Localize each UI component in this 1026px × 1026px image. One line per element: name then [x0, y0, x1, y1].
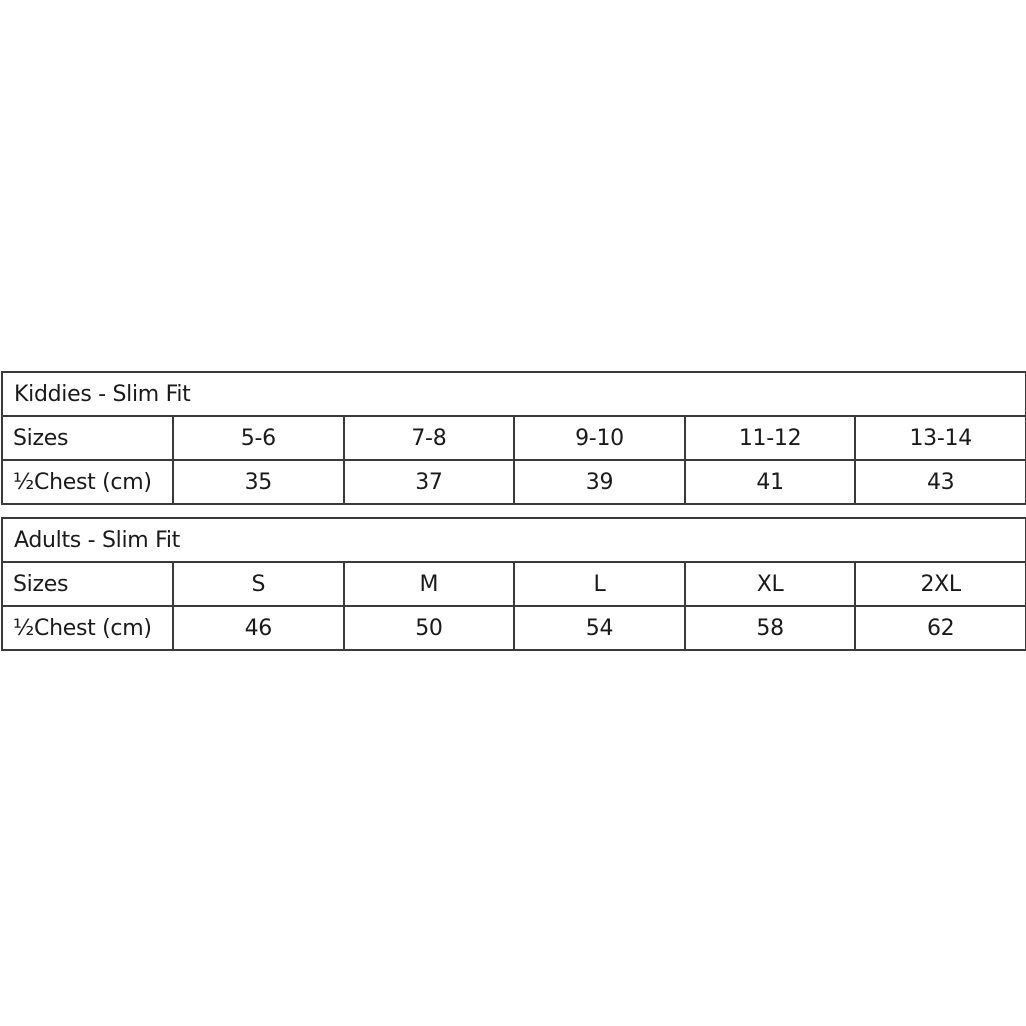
size-cell: 13-14 [855, 416, 1026, 460]
size-cell: M [344, 562, 515, 606]
size-cell: 11-12 [685, 416, 856, 460]
size-cell: XL [685, 562, 856, 606]
size-cell: 5-6 [173, 416, 344, 460]
sizes-row-label: Sizes [2, 416, 173, 460]
chest-row-label: ½Chest (cm) [2, 606, 173, 650]
adults-section-title: Adults - Slim Fit [2, 518, 1026, 562]
size-cell: 9-10 [514, 416, 685, 460]
size-cell: 7-8 [344, 416, 515, 460]
sizes-row [2, 416, 1026, 460]
adults-size-table [1, 517, 1026, 651]
kiddies-size-table [1, 371, 1026, 505]
sizes-row [2, 562, 1026, 606]
chest-cell: 39 [514, 460, 685, 504]
chest-cell: 41 [685, 460, 856, 504]
kiddies-section-title: Kiddies - Slim Fit [2, 372, 1026, 416]
chest-cell: 43 [855, 460, 1026, 504]
chest-cell: 58 [685, 606, 856, 650]
chest-cell: 54 [514, 606, 685, 650]
chest-row [2, 606, 1026, 650]
chest-cell: 37 [344, 460, 515, 504]
chest-cell: 46 [173, 606, 344, 650]
chest-row-label: ½Chest (cm) [2, 460, 173, 504]
size-cell: L [514, 562, 685, 606]
chest-cell: 50 [344, 606, 515, 650]
chest-row [2, 460, 1026, 504]
size-cell: 2XL [855, 562, 1026, 606]
size-cell: S [173, 562, 344, 606]
sizes-row-label: Sizes [2, 562, 173, 606]
chest-cell: 35 [173, 460, 344, 504]
table-title-row [2, 518, 1026, 562]
table-title-row [2, 372, 1026, 416]
chest-cell: 62 [855, 606, 1026, 650]
